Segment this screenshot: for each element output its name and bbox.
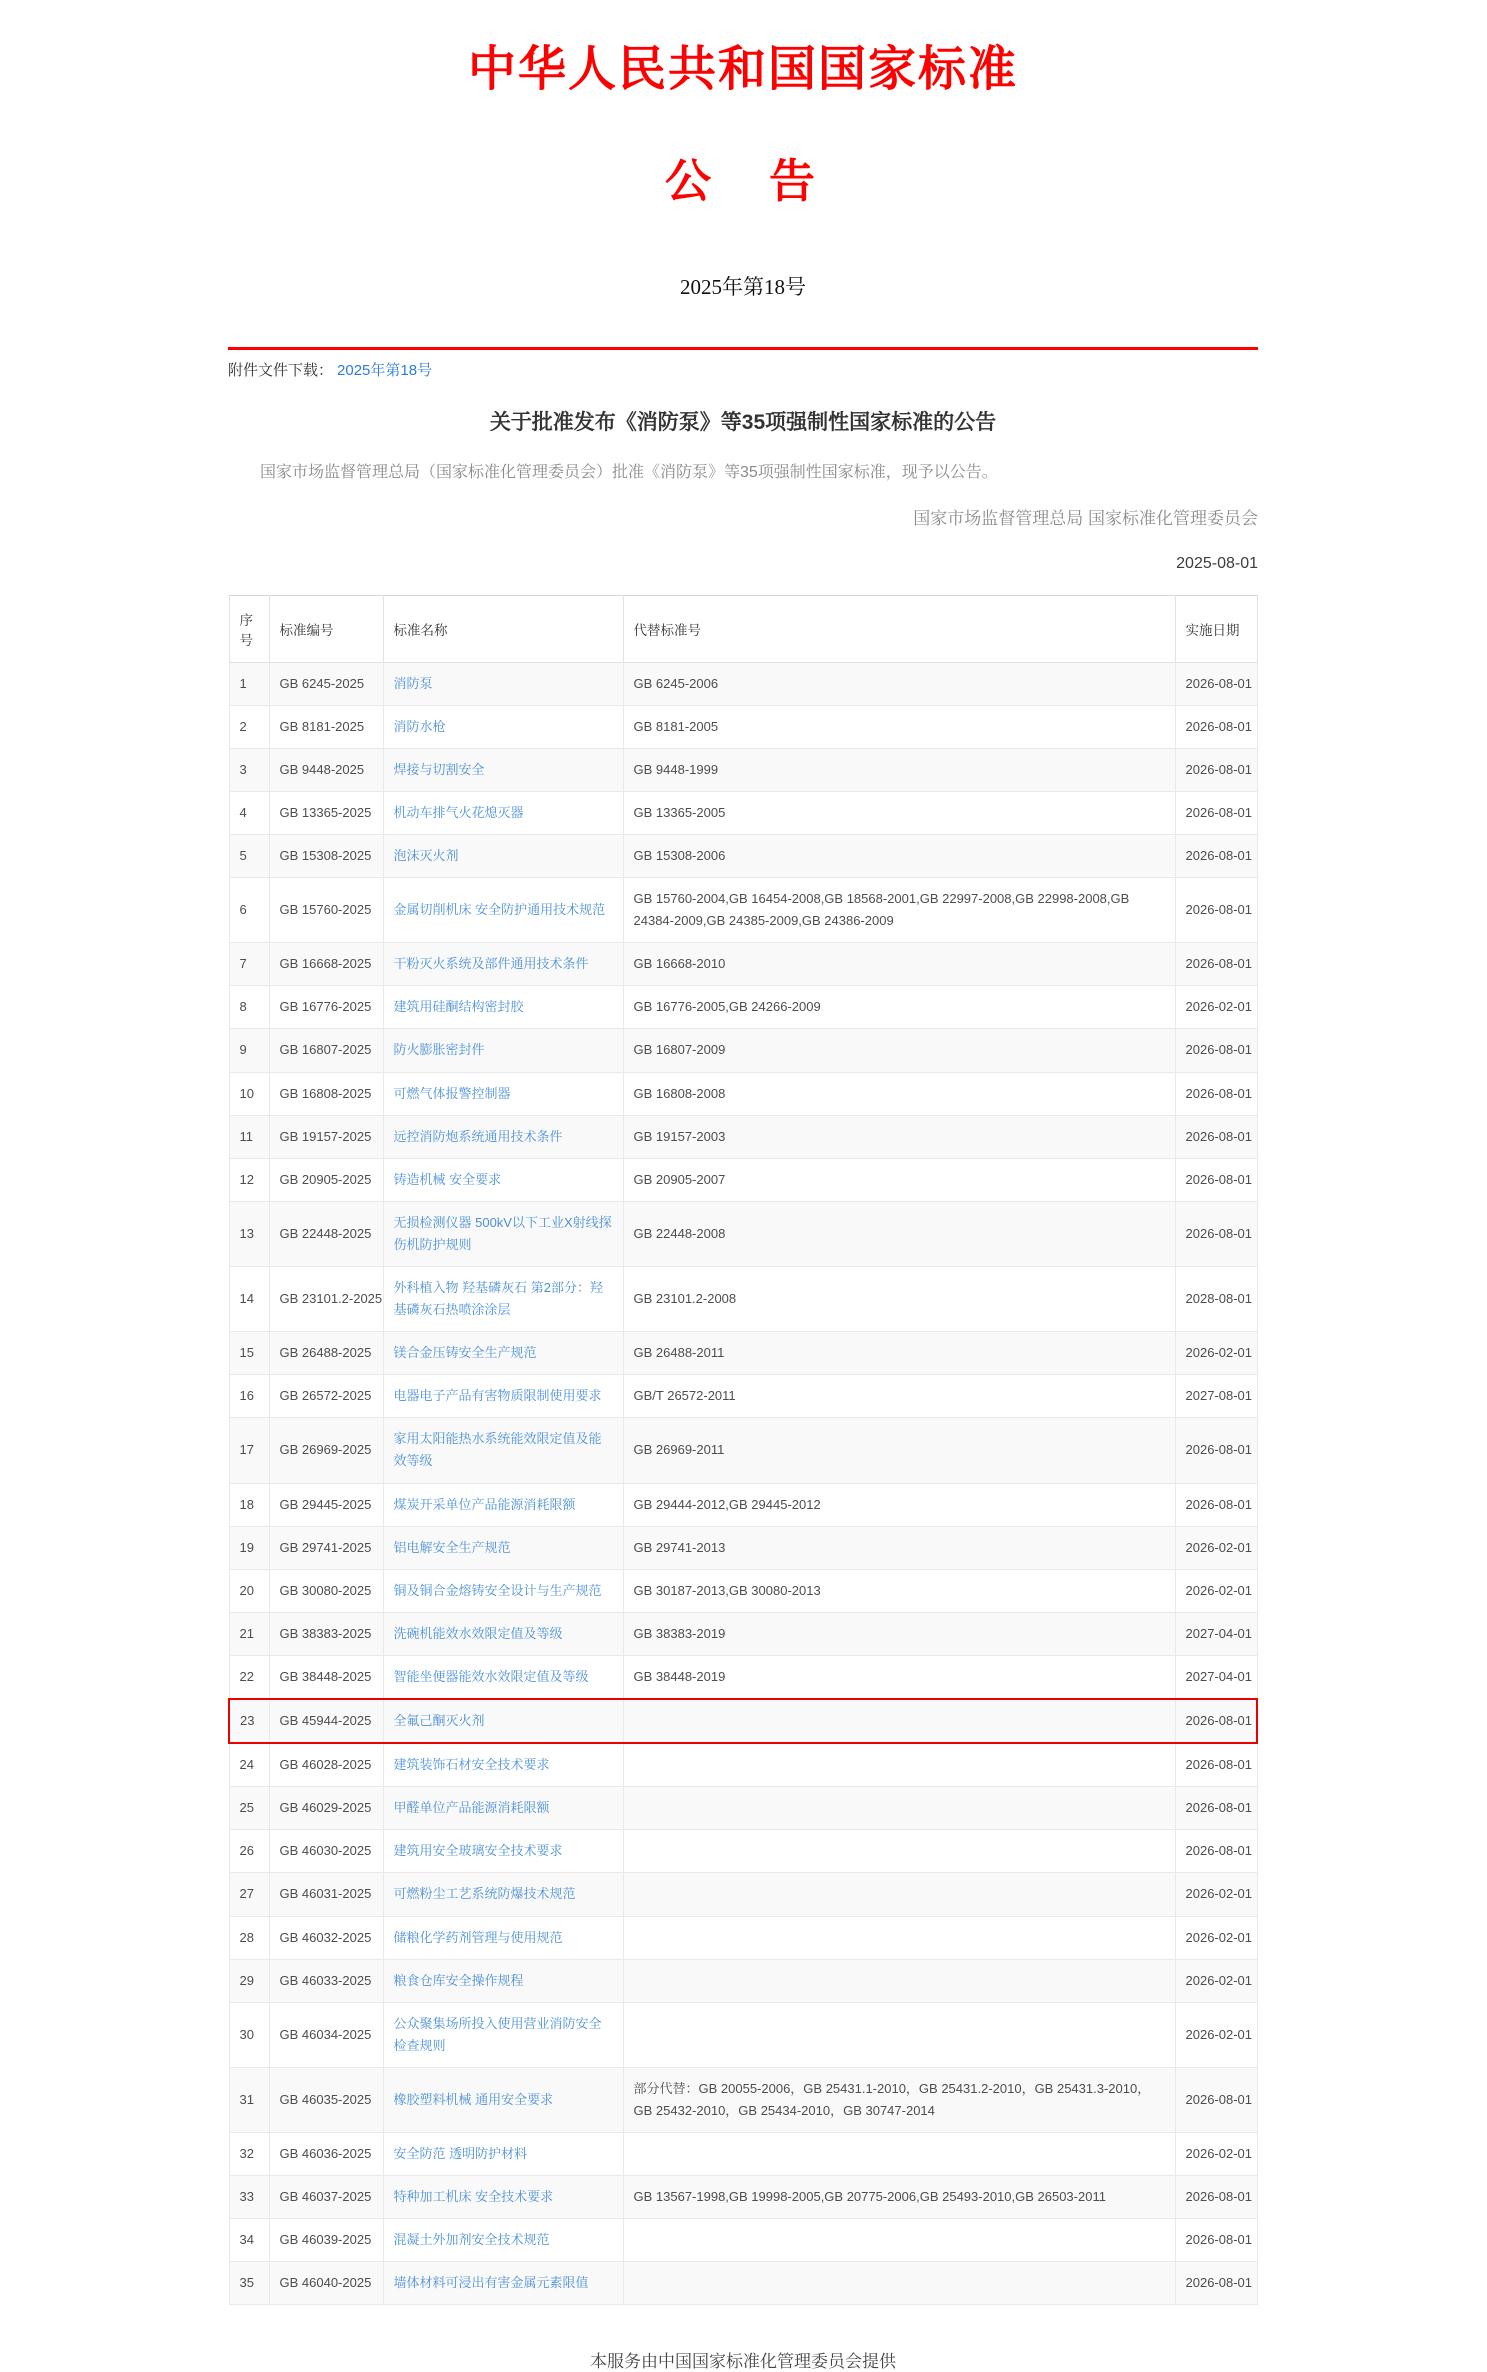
standard-name-link[interactable]: 铜及铜合金熔铸安全设计与生产规范: [393, 1582, 602, 1598]
implementation-date-cell: 2026-08-01: [1175, 943, 1257, 986]
replaced-codes-cell: GB 29444-2012,GB 29445-2012: [623, 1483, 1175, 1526]
serial-number-cell: 29: [229, 1959, 269, 2002]
implementation-date-cell: 2026-08-01: [1175, 662, 1257, 705]
standard-name-link[interactable]: 家用太阳能热水系统能效限定值及能效等级: [393, 1431, 602, 1469]
standard-name-link[interactable]: 建筑装饰石材安全技术要求: [393, 1757, 550, 1773]
standard-code-cell: GB 22448-2025: [269, 1201, 383, 1266]
implementation-date-cell: 2027-08-01: [1175, 1375, 1257, 1418]
footer-note: 本服务由中国国家标准化管理委员会提供: [590, 2352, 896, 2372]
standard-name-link[interactable]: 墙体材料可浸出有害金属元素限值: [393, 2275, 589, 2291]
standard-name-cell: [383, 1569, 623, 1612]
table-row: [229, 1787, 1257, 1830]
announcement-title: 关于批准发布《消防泵》等35项强制性国家标准的公告: [489, 411, 997, 434]
table-row: [229, 1655, 1257, 1699]
implementation-date-cell: 2026-08-01: [1175, 878, 1257, 943]
table-row: [229, 1375, 1257, 1418]
serial-number-cell: 27: [229, 1873, 269, 1916]
standard-name-link[interactable]: 建筑用安全玻璃安全技术要求: [393, 1843, 563, 1859]
standard-name-cell: [383, 2262, 623, 2305]
standard-code-cell: GB 16808-2025: [269, 1072, 383, 1115]
table-row: [229, 2133, 1257, 2176]
standard-code-cell: GB 16776-2025: [269, 986, 383, 1029]
standard-code-cell: GB 29445-2025: [269, 1483, 383, 1526]
table-row: [229, 2176, 1257, 2219]
standard-name-cell: [383, 1072, 623, 1115]
implementation-date-cell: 2026-02-01: [1175, 1526, 1257, 1569]
standard-name-link[interactable]: 橡胶塑料机械 通用安全要求: [393, 2091, 554, 2107]
table-row: [229, 791, 1257, 834]
table-header-row: [229, 595, 1257, 662]
implementation-date-cell: 2026-08-01: [1175, 1743, 1257, 1787]
standard-code-cell: GB 29741-2025: [269, 1526, 383, 1569]
standard-code-cell: GB 46031-2025: [269, 1873, 383, 1916]
standard-name-cell: [383, 1830, 623, 1873]
table-row: [229, 1072, 1257, 1115]
serial-number-cell: 13: [229, 1201, 269, 1266]
table-row: [229, 1569, 1257, 1612]
serial-number-cell: 6: [229, 878, 269, 943]
serial-number-cell: 21: [229, 1612, 269, 1655]
implementation-date-cell: 2028-08-01: [1175, 1267, 1257, 1332]
implementation-date-cell: 2026-08-01: [1175, 1830, 1257, 1873]
serial-number-cell: 2: [229, 705, 269, 748]
implementation-date-cell: 2026-08-01: [1175, 1158, 1257, 1201]
replaced-codes-cell: GB 6245-2006: [623, 662, 1175, 705]
table-row: [229, 943, 1257, 986]
serial-number-cell: 28: [229, 1916, 269, 1959]
standards-table-body: [229, 662, 1257, 2305]
serial-number-cell: 26: [229, 1830, 269, 1873]
replaced-codes-cell: GB 13365-2005: [623, 791, 1175, 834]
serial-number-cell: 33: [229, 2176, 269, 2219]
serial-number-cell: 1: [229, 662, 269, 705]
announcement-body: 国家市场监督管理总局（国家标准化管理委员会）批准《消防泵》等35项强制性国家标准，现予以公告。: [260, 464, 998, 481]
header-implementation-date: 实施日期: [1175, 595, 1257, 662]
standard-name-cell: [383, 878, 623, 943]
implementation-date-cell: 2026-08-01: [1175, 2176, 1257, 2219]
implementation-date-cell: 2026-08-01: [1175, 748, 1257, 791]
implementation-date-cell: 2026-08-01: [1175, 2262, 1257, 2305]
standard-name-cell: [383, 705, 623, 748]
replaced-codes-cell: GB 20905-2007: [623, 1158, 1175, 1201]
table-row: [229, 2262, 1257, 2305]
replaced-codes-cell: GB 16808-2008: [623, 1072, 1175, 1115]
table-row: [229, 1418, 1257, 1483]
standard-name-cell: [383, 1418, 623, 1483]
page-content: [228, 30, 1258, 2372]
standard-name-link[interactable]: 泡沫灭火剂: [393, 847, 459, 863]
replaced-codes-cell: GB 15760-2004,GB 16454-2008,GB 18568-2001,GB 22997-2008,GB 22998-2008,GB 24384-2009,GB 24385-2009,GB 24386-2009: [623, 878, 1175, 943]
standard-code-cell: GB 46030-2025: [269, 1830, 383, 1873]
table-row: [229, 986, 1257, 1029]
implementation-date-cell: 2026-08-01: [1175, 1115, 1257, 1158]
standard-name-cell: [383, 1267, 623, 1332]
implementation-date-cell: 2026-02-01: [1175, 1569, 1257, 1612]
replaced-codes-cell: GB/T 26572-2011: [623, 1375, 1175, 1418]
standard-name-cell: [383, 662, 623, 705]
standard-code-cell: GB 46036-2025: [269, 2133, 383, 2176]
header-standard-code: 标准编号: [269, 595, 383, 662]
implementation-date-cell: 2026-02-01: [1175, 1959, 1257, 2002]
standard-code-cell: GB 46028-2025: [269, 1743, 383, 1787]
table-row: [229, 1699, 1257, 1743]
standard-name-link[interactable]: 特种加工机床 安全技术要求: [393, 2189, 554, 2205]
standard-name-link[interactable]: 粮食仓库安全操作规程: [393, 1972, 524, 1988]
standard-code-cell: GB 46035-2025: [269, 2067, 383, 2132]
implementation-date-cell: 2026-02-01: [1175, 986, 1257, 1029]
standard-name-cell: [383, 1029, 623, 1072]
replaced-codes-cell: GB 23101.2-2008: [623, 1267, 1175, 1332]
standard-code-cell: GB 15760-2025: [269, 878, 383, 943]
serial-number-cell: 31: [229, 2067, 269, 2132]
standard-code-cell: GB 46029-2025: [269, 1787, 383, 1830]
implementation-date-cell: 2026-08-01: [1175, 1201, 1257, 1266]
standard-name-link[interactable]: 干粉灭火系统及部件通用技术条件: [393, 956, 589, 972]
standard-name-link[interactable]: 外科植入物 羟基磷灰石 第2部分：羟基磷灰石热喷涂涂层: [393, 1280, 603, 1318]
standard-name-cell: [383, 2002, 623, 2067]
announcement-heading: 公 告: [665, 156, 821, 207]
table-row: [229, 2067, 1257, 2132]
page-title: 中华人民共和国国家标准: [467, 43, 1018, 96]
serial-number-cell: 19: [229, 1526, 269, 1569]
replaced-codes-cell: GB 30187-2013,GB 30080-2013: [623, 1569, 1175, 1612]
serial-number-cell: 5: [229, 834, 269, 877]
standard-name-cell: [383, 1115, 623, 1158]
implementation-date-cell: 2026-08-01: [1175, 2219, 1257, 2262]
replaced-codes-cell: [623, 1873, 1175, 1916]
implementation-date-cell: 2026-02-01: [1175, 2133, 1257, 2176]
serial-number-cell: 35: [229, 2262, 269, 2305]
standard-code-cell: GB 46033-2025: [269, 1959, 383, 2002]
table-row: [229, 1201, 1257, 1266]
standard-name-link[interactable]: 煤炭开采单位产品能源消耗限额: [393, 1496, 576, 1512]
standard-code-cell: GB 23101.2-2025: [269, 1267, 383, 1332]
serial-number-cell: 23: [229, 1699, 269, 1743]
standard-name-link[interactable]: 远控消防炮系统通用技术条件: [393, 1128, 563, 1144]
serial-number-cell: 4: [229, 791, 269, 834]
standard-name-link[interactable]: 可燃气体报警控制器: [393, 1085, 511, 1101]
standard-name-cell: [383, 1743, 623, 1787]
implementation-date-cell: 2026-02-01: [1175, 1332, 1257, 1375]
serial-number-cell: 10: [229, 1072, 269, 1115]
standard-code-cell: GB 16807-2025: [269, 1029, 383, 1072]
serial-number-cell: 34: [229, 2219, 269, 2262]
standard-name-link[interactable]: 铸造机械 安全要求: [393, 1171, 502, 1187]
standard-name-cell: [383, 1201, 623, 1266]
replaced-codes-cell: GB 16807-2009: [623, 1029, 1175, 1072]
table-row: [229, 1830, 1257, 1873]
serial-number-cell: 17: [229, 1418, 269, 1483]
standard-code-cell: GB 38448-2025: [269, 1655, 383, 1699]
serial-number-cell: 11: [229, 1115, 269, 1158]
table-row: [229, 1029, 1257, 1072]
replaced-codes-cell: GB 19157-2003: [623, 1115, 1175, 1158]
standard-name-cell: [383, 2133, 623, 2176]
standard-code-cell: GB 30080-2025: [269, 1569, 383, 1612]
standard-name-cell: [383, 1916, 623, 1959]
red-divider: [228, 347, 1258, 350]
replaced-codes-cell: [623, 1787, 1175, 1830]
standard-name-link[interactable]: 消防泵: [393, 675, 433, 691]
implementation-date-cell: 2026-08-01: [1175, 1072, 1257, 1115]
replaced-codes-cell: GB 26969-2011: [623, 1418, 1175, 1483]
standard-name-cell: [383, 834, 623, 877]
replaced-codes-cell: GB 29741-2013: [623, 1526, 1175, 1569]
standard-name-cell: [383, 1526, 623, 1569]
replaced-codes-cell: [623, 2262, 1175, 2305]
replaced-codes-cell: [623, 1959, 1175, 2002]
table-row: [229, 1158, 1257, 1201]
implementation-date-cell: 2027-04-01: [1175, 1612, 1257, 1655]
standard-name-link[interactable]: 公众聚集场所投入使用营业消防安全检查规则: [393, 2015, 602, 2053]
implementation-date-cell: 2026-08-01: [1175, 705, 1257, 748]
standard-code-cell: GB 13365-2025: [269, 791, 383, 834]
standard-name-link[interactable]: 建筑用硅酮结构密封胶: [393, 999, 524, 1015]
table-row: [229, 1115, 1257, 1158]
serial-number-cell: 22: [229, 1655, 269, 1699]
issuing-authority: 国家市场监督管理总局 国家标准化管理委员会: [913, 508, 1258, 528]
implementation-date-cell: 2026-02-01: [1175, 1916, 1257, 1959]
serial-number-cell: 30: [229, 2002, 269, 2067]
standard-name-link[interactable]: 甲醛单位产品能源消耗限额: [393, 1800, 550, 1816]
serial-number-cell: 3: [229, 748, 269, 791]
replaced-codes-cell: GB 26488-2011: [623, 1332, 1175, 1375]
replaced-codes-cell: [623, 1830, 1175, 1873]
attachment-download-link[interactable]: 2025年第18号: [337, 362, 433, 379]
standard-code-cell: GB 15308-2025: [269, 834, 383, 877]
standard-name-cell: [383, 1873, 623, 1916]
standard-name-cell: [383, 1483, 623, 1526]
table-row: [229, 1332, 1257, 1375]
replaced-codes-cell: [623, 2219, 1175, 2262]
implementation-date-cell: 2026-08-01: [1175, 1787, 1257, 1830]
replaced-codes-cell: GB 8181-2005: [623, 705, 1175, 748]
standards-table: [228, 595, 1258, 2306]
standard-name-link[interactable]: 洗碗机能效水效限定值及等级: [393, 1625, 563, 1641]
standard-code-cell: GB 46039-2025: [269, 2219, 383, 2262]
replaced-codes-cell: GB 9448-1999: [623, 748, 1175, 791]
standard-name-cell: [383, 791, 623, 834]
standard-code-cell: GB 46034-2025: [269, 2002, 383, 2067]
attachment-download-line: [228, 359, 1258, 380]
standard-code-cell: GB 19157-2025: [269, 1115, 383, 1158]
table-row: [229, 834, 1257, 877]
replaced-codes-cell: GB 38448-2019: [623, 1655, 1175, 1699]
table-row: [229, 1612, 1257, 1655]
standard-name-cell: [383, 1332, 623, 1375]
implementation-date-cell: 2026-02-01: [1175, 1873, 1257, 1916]
replaced-codes-cell: GB 38383-2019: [623, 1612, 1175, 1655]
standard-name-cell: [383, 1375, 623, 1418]
standard-name-link[interactable]: 金属切削机床 安全防护通用技术规范: [393, 902, 606, 918]
table-row: [229, 1526, 1257, 1569]
serial-number-cell: 7: [229, 943, 269, 986]
replaced-codes-cell: GB 22448-2008: [623, 1201, 1175, 1266]
serial-number-cell: 15: [229, 1332, 269, 1375]
standard-name-cell: [383, 1699, 623, 1743]
standard-code-cell: GB 9448-2025: [269, 748, 383, 791]
standard-name-link[interactable]: 镁合金压铸安全生产规范: [393, 1345, 537, 1361]
standard-name-cell: [383, 748, 623, 791]
issue-number: 2025年第18号: [680, 275, 806, 299]
replaced-codes-cell: GB 15308-2006: [623, 834, 1175, 877]
implementation-date-cell: 2026-08-01: [1175, 2067, 1257, 2132]
standard-name-link[interactable]: 防火膨胀密封件: [393, 1042, 485, 1058]
implementation-date-cell: 2026-08-01: [1175, 1029, 1257, 1072]
standard-name-link[interactable]: 铝电解安全生产规范: [393, 1539, 511, 1555]
standard-name-link[interactable]: 储粮化学药剂管理与使用规范: [393, 1929, 563, 1945]
standard-name-cell: [383, 986, 623, 1029]
serial-number-cell: 24: [229, 1743, 269, 1787]
table-row: [229, 2002, 1257, 2067]
replaced-codes-cell: [623, 1743, 1175, 1787]
serial-number-cell: 20: [229, 1569, 269, 1612]
standard-code-cell: GB 8181-2025: [269, 705, 383, 748]
standard-code-cell: GB 20905-2025: [269, 1158, 383, 1201]
standard-name-cell: [383, 1158, 623, 1201]
implementation-date-cell: 2026-08-01: [1175, 1418, 1257, 1483]
replaced-codes-cell: [623, 1699, 1175, 1743]
replaced-codes-cell: GB 13567-1998,GB 19998-2005,GB 20775-2006,GB 25493-2010,GB 26503-2011: [623, 2176, 1175, 2219]
standard-name-link[interactable]: 电器电子产品有害物质限制使用要求: [393, 1388, 602, 1404]
implementation-date-cell: 2026-02-01: [1175, 2002, 1257, 2067]
replaced-codes-cell: 部分代替：GB 20055-2006，GB 25431.1-2010，GB 25431.2-2010，GB 25431.3-2010，GB 25432-2010，GB 25434-2010，GB 30747-2014: [623, 2067, 1175, 2132]
standard-code-cell: GB 38383-2025: [269, 1612, 383, 1655]
standard-name-link[interactable]: 机动车排气火花熄灭器: [393, 804, 524, 820]
standard-name-cell: [383, 2067, 623, 2132]
standard-name-cell: [383, 2176, 623, 2219]
publish-date: 2025-08-01: [1176, 554, 1258, 572]
implementation-date-cell: 2026-08-01: [1175, 1483, 1257, 1526]
standard-name-link[interactable]: 可燃粉尘工艺系统防爆技术规范: [393, 1886, 576, 1902]
attachment-download-label: 附件文件下载：: [228, 362, 334, 379]
table-row: [229, 705, 1257, 748]
replaced-codes-cell: [623, 2133, 1175, 2176]
standard-name-cell: [383, 943, 623, 986]
implementation-date-cell: 2026-08-01: [1175, 1699, 1257, 1743]
standard-name-cell: [383, 1612, 623, 1655]
table-row: [229, 1743, 1257, 1787]
standard-name-cell: [383, 2219, 623, 2262]
standard-name-cell: [383, 1959, 623, 2002]
header-serial-number: 序号: [229, 595, 269, 662]
table-row: [229, 662, 1257, 705]
replaced-codes-cell: [623, 1916, 1175, 1959]
table-row: [229, 1483, 1257, 1526]
standard-code-cell: GB 46040-2025: [269, 2262, 383, 2305]
standard-name-link[interactable]: 智能坐便器能效水效限定值及等级: [393, 1668, 589, 1684]
serial-number-cell: 8: [229, 986, 269, 1029]
table-row: [229, 1267, 1257, 1332]
standard-name-link[interactable]: 消防水枪: [393, 718, 446, 734]
standard-code-cell: GB 16668-2025: [269, 943, 383, 986]
table-row: [229, 748, 1257, 791]
standard-code-cell: GB 26969-2025: [269, 1418, 383, 1483]
replaced-codes-cell: [623, 2002, 1175, 2067]
standard-code-cell: GB 26488-2025: [269, 1332, 383, 1375]
implementation-date-cell: 2027-04-01: [1175, 1655, 1257, 1699]
implementation-date-cell: 2026-08-01: [1175, 791, 1257, 834]
replaced-codes-cell: GB 16668-2010: [623, 943, 1175, 986]
standard-code-cell: GB 46032-2025: [269, 1916, 383, 1959]
table-row: [229, 2219, 1257, 2262]
standard-code-cell: GB 6245-2025: [269, 662, 383, 705]
serial-number-cell: 12: [229, 1158, 269, 1201]
implementation-date-cell: 2026-08-01: [1175, 834, 1257, 877]
table-row: [229, 878, 1257, 943]
standard-code-cell: GB 26572-2025: [269, 1375, 383, 1418]
serial-number-cell: 9: [229, 1029, 269, 1072]
serial-number-cell: 14: [229, 1267, 269, 1332]
standard-name-link[interactable]: 无损检测仪器 500kV以下工业X射线探伤机防护规则: [393, 1214, 612, 1252]
header-replaced-codes: 代替标准号: [623, 595, 1175, 662]
standard-name-cell: [383, 1655, 623, 1699]
standard-name-link[interactable]: 焊接与切割安全: [393, 761, 485, 777]
standard-code-cell: GB 45944-2025: [269, 1699, 383, 1743]
table-row: [229, 1959, 1257, 2002]
table-row: [229, 1873, 1257, 1916]
header-standard-name: 标准名称: [383, 595, 623, 662]
replaced-codes-cell: GB 16776-2005,GB 24266-2009: [623, 986, 1175, 1029]
standard-name-cell: [383, 1787, 623, 1830]
serial-number-cell: 32: [229, 2133, 269, 2176]
table-row: [229, 1916, 1257, 1959]
standard-name-link[interactable]: 安全防范 透明防护材料: [393, 2146, 528, 2162]
serial-number-cell: 18: [229, 1483, 269, 1526]
standard-name-link[interactable]: 全氟己酮灭火剂: [393, 1713, 485, 1729]
serial-number-cell: 25: [229, 1787, 269, 1830]
standard-name-link[interactable]: 混凝土外加剂安全技术规范: [393, 2232, 550, 2248]
standard-code-cell: GB 46037-2025: [269, 2176, 383, 2219]
serial-number-cell: 16: [229, 1375, 269, 1418]
